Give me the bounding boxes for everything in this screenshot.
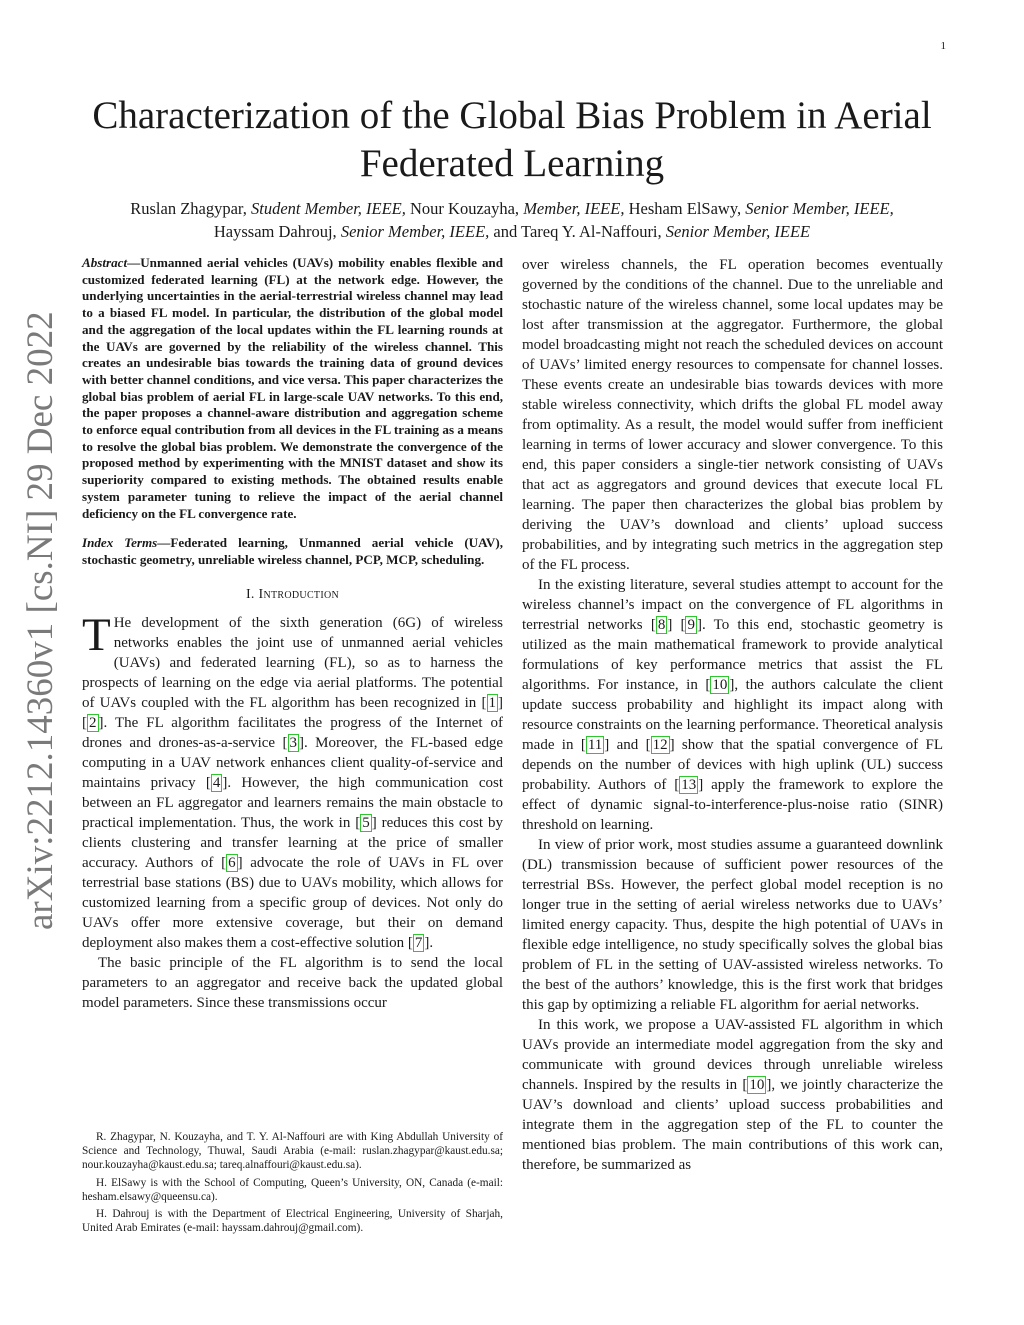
intro-paragraph-3: In the existing literature, several studies attempt to account for the wireless channel’s impact on the convergence of FL algorithms in terrestrial networks [ 8 ] [ 9 ]. To this end, stochastic geometry is utilized as the main mathematical framework to provide analytical formulations of key performance metrics that assist the FL algorithms. For instance, in [ 10 ], the authors calculate the client update success probability and highlight its impact along with resource constraints on the learning performance. Theoretical analysis made in [ 11 ] and [ 12 ] show that the spatial convergence of FL depends on the number of devices with high uplink (UL) success probability. Authors of [ 13 ] apply the framework to explore the effect of dynamic signal-to-interference-plus-noise ratio (SINR) threshold on learning.: [522, 577, 944, 833]
paragraph-text: [672, 617, 680, 633]
arxiv-stamp: arXiv:2212.14360v1 [cs.NI] 29 Dec 2022: [20, 311, 61, 930]
author-name: Nour Kouzayha,: [405, 199, 524, 218]
intro-paragraph-5: In this work, we propose a UAV-assisted FL algorithm in which UAVs provide an intermediate model aggregation from the sky and communicate with ground devices through unreliable wireless channels. Inspired by the results in [ 10 ], we jointly characterize the UAV’s download and clients’ upload success probabilities and integrate them in the aggregation step of the FL to counter the mentioned bias problem. The main contributions of this work can, therefore, be summarized as: [522, 1017, 943, 1173]
author-role: Member, IEEE,: [523, 199, 625, 218]
citation-link[interactable]: 6: [228, 854, 236, 871]
paragraph-text: The basic principle of the FL algorithm is to send the local parameters to an aggregator and receive back the updated global model parameters. Since these transmissions occur: [82, 954, 503, 1011]
footnote: H. ElSawy is with the School of Computing, Queen’s University, ON, Canada (e-mail: hesham.elsawy@queensu.ca).: [82, 1176, 503, 1203]
citation-link[interactable]: 13: [681, 777, 697, 793]
paragraph-text: . To this end, stochastic geometry is utilized as the main mathematical framework to provide analytical formulations of key performance metrics that assist the FL algorithms. For instance, in: [522, 617, 943, 693]
paper-title: Characterization of the Global Bias Problem in Aerial Federated Learning: [92, 94, 932, 185]
paragraph-text: . Moreover, the FL-based edge computing in a UAV network enhances client quality-of-service and maintains privacy: [82, 734, 503, 791]
intro-paragraph-1: T He development of the sixth generation (6G) of wireless networks enables the joint use of unmanned aerial vehicles (UAVs) and federated learning (FL), so as to harness the prospects of learning on the edge via aerial platforms. The potential of UAVs coupled with the FL algorithm has been recognized in [ 1 ] [ 2 ]. The FL algorithm facilitates the progress of the Internet of drones and drones-as-a-service [ 3 ]. Moreover, the FL-based edge computing in a UAV network enhances client quality-of-service and maintains privacy [ 4 ]. However, the high communication cost between an FL aggregator and learners remains the main obstacle to practical implementation. Thus, the work in [ 5 ] reduces this cost by clients clustering and transfer learning at the price of smaller accuracy. Authors of [ 6 ] advocate the role of UAVs in FL over terrestrial base stations (BS) due to UAVs mobility, which allows for customized learning from a specific group of devices. Not only do UAVs offer more extensive coverage, but their on demand deployment also makes them a cost-effective solution [ 7 ].: [82, 608, 504, 951]
left-column: [82, 255, 503, 1013]
paragraph-text: advocate the role of UAVs in FL over terrestrial base stations (BS) due to UAVs mobility, which allows for customized learning from a specific group of devices. Not only do UAVs offer more extensive coverage, but their on demand deployment also makes them a cost-effective solution: [82, 854, 504, 951]
paragraph-text: apply the framework to explore the effect of dynamic signal-to-interference-plus-noise ratio (SINR) threshold on learning.: [522, 777, 944, 833]
intro-paragraph-2-cont: [522, 255, 943, 575]
abstract-label: Abstract: [82, 255, 128, 270]
citation-link[interactable]: 10: [712, 677, 728, 693]
paragraph-text: reduces this cost by clients clustering and transfer learning at the price of smaller accuracy. Authors of: [82, 814, 504, 871]
citation-link[interactable]: 12: [652, 737, 668, 753]
index-terms-text: —Federated learning, Unmanned aerial vehicle (UAV), stochastic geometry, unreliable wireless channel, PCP, MCP, scheduling.: [82, 535, 503, 567]
footnote: R. Zhagypar, N. Kouzayha, and T. Y. Al-Naffouri are with King Abdullah University of Science and Technology, Thuwal, Saudi Arabia (e-mail: ruslan.zhagypar@kaust.edu.sa; nour.kouzayha@kaust.edu.sa; tareq.alnaffouri@kaust.edu.sa).: [82, 1131, 503, 1172]
paragraph-text: . However, the high communication cost between an FL aggregator and learners remains the main obstacle to practical implementation. Thus, the work in: [82, 774, 503, 831]
citation-link[interactable]: 1: [488, 694, 496, 711]
paragraph-text: and: [609, 737, 646, 753]
intro-paragraph-4: In view of prior work, most studies assume a guaranteed downlink (DL) transmission because of sufficient power resources of the terrestrial BSs. However, the perfect global model reception is no longer true in the setting of aerial wireless networks due to UAVs’ limited energy capacity. Thus, despite the high potential of UAVs in flexible edge intelligence, no study specifically solves the global bias problem of FL in the setting of UAV-assisted wireless networks. To the best of the authors’ knowledge, this is the first work that bridges this gap by optimizing a reliable FL algorithm for aerial networks.: [522, 837, 943, 1013]
paragraph-text: He development of the sixth generation (6G) of wireless networks enables the joint use of unmanned aerial vehicles (UAVs) and federated learning (FL), so as to harness the prospects of learning on the edge via aerial platforms. The potential of UAVs coupled with the FL algorithm has been recognized in: [82, 614, 503, 711]
citation-link[interactable]: 8: [657, 617, 666, 633]
section-heading: [82, 585, 503, 605]
author-role: Senior Member, IEEE,: [340, 222, 490, 241]
paragraph-text: , we jointly characterize the UAV’s download and clients’ upload success probabilities and integrate them in the aggregation step of the FL to counter the mentioned bias problem. The main contributions of this work can, therefore, be summarized as: [522, 1077, 943, 1173]
section-number: I.: [245, 586, 259, 602]
paragraph-text: , the authors calculate the client update success probability and highlight its impact along with resource constraints on the learning performance. Theoretical analysis made in: [522, 677, 944, 753]
index-terms: [82, 535, 503, 568]
author-name: Ruslan Zhagypar,: [130, 199, 252, 218]
author-name: and Tareq Y. Al-Naffouri,: [489, 222, 666, 241]
footnote: H. Dahrouj is with the Department of Electrical Engineering, University of Sharjah, United Arab Emirates (e-mail: hayssam.dahrouj@gmail.com).: [82, 1208, 503, 1235]
citation-link[interactable]: 11: [587, 737, 603, 753]
abstract-text: —Unmanned aerial vehicles (UAVs) mobility enables flexible and customized federated learning (FL) at the network edge. However, the underlying uncertainties in the aerial-terrestrial wireless channel may lead to a biased FL model. In particular, the distribution of the global model and the aggregation of the local updates within the FL learning rounds at the UAVs are governed by the reliability of the wireless channel. This creates an undesirable bias towards the training data of ground devices with better channel conditions, and vice versa. This paper characterizes the global bias problem of aerial FL in large-scale UAV networks. To this end, the paper proposes a channel-aware distribution and aggregation scheme to enforce equal contribution from all devices in the FL training as a means to resolve the global bias problem. We demonstrate the convergence of the proposed method by experimenting with the MNIST dataset and show its superiority compared to existing methods. The obtained results enable system parameter tuning to relieve the impact of the aerial channel deficiency on the FL convergence rate.: [82, 255, 503, 521]
intro-paragraph-2-start: [82, 953, 503, 1013]
citation-link[interactable]: 3: [289, 734, 297, 751]
page-number: 1: [940, 40, 946, 52]
author-name: Hesham ElSawy,: [624, 199, 746, 218]
citation-link[interactable]: 9: [687, 617, 695, 633]
citation-link[interactable]: 5: [362, 814, 370, 831]
paragraph-text: In the existing literature, several studies attempt to account for the wireless channel’s impact on the convergence of FL algorithms in terrestrial networks: [522, 577, 943, 633]
citation-link[interactable]: 10: [749, 1077, 765, 1093]
abstract: [82, 255, 503, 522]
index-terms-label: Index Terms: [82, 535, 158, 551]
footnotes: [82, 1130, 503, 1238]
paragraph-text: over wireless channels, the FL operation becomes eventually governed by the conditions of the channel. Due to the unreliable and stochastic nature of the wireless channel, some local updates may be lost after transmission at the aggregator. Furthermore, the global model broadcasting might not reach the scheduled devices on account of UAVs’ limited energy resources to compensate for channel losses. These events create an undesirable bias towards devices with more stable wireless connectivity, which drifts the global FL model away from optimality. As a result, the model would suffer from inefficient learning in terms of lower accuracy and slower convergence. To this end, this paper considers a single-tier network consisting of UAVs that act as aggregators and ground devices that execute local FL learning. The paper then characterizes the global bias problem by deriving the UAV’s download and clients’ upload success probabilities, and by integrating such metrics in the aggregation step of the FL process.: [522, 257, 943, 573]
drop-cap: T: [82, 608, 111, 661]
paragraph-text: .: [429, 934, 434, 951]
paragraph-text: In this work, we propose a UAV-assisted FL algorithm in which UAVs provide an intermediate model aggregation from the sky and communicate with ground devices through unreliable wireless channels. Inspired by the results in: [522, 1017, 943, 1093]
paragraph-text: show that the spatial convergence of FL depends on the number of devices with high uplink (UL) success probability. Authors of: [522, 737, 944, 793]
citation-link[interactable]: 4: [212, 774, 221, 791]
right-column: [522, 255, 943, 1175]
author-name: Hayssam Dahrouj,: [213, 222, 341, 241]
author-role: Senior Member, IEEE,: [745, 199, 894, 218]
paragraph-text: . The FL algorithm facilitates the progress of the Internet of drones and drones-as-a-service: [82, 714, 503, 751]
section-title: Introduction: [258, 586, 340, 602]
citation-link[interactable]: 7: [414, 934, 423, 951]
author-role: Student Member, IEEE,: [251, 199, 406, 218]
author-list: [90, 197, 934, 243]
citation-link[interactable]: 2: [89, 714, 97, 731]
author-role: Senior Member, IEEE: [665, 222, 811, 241]
